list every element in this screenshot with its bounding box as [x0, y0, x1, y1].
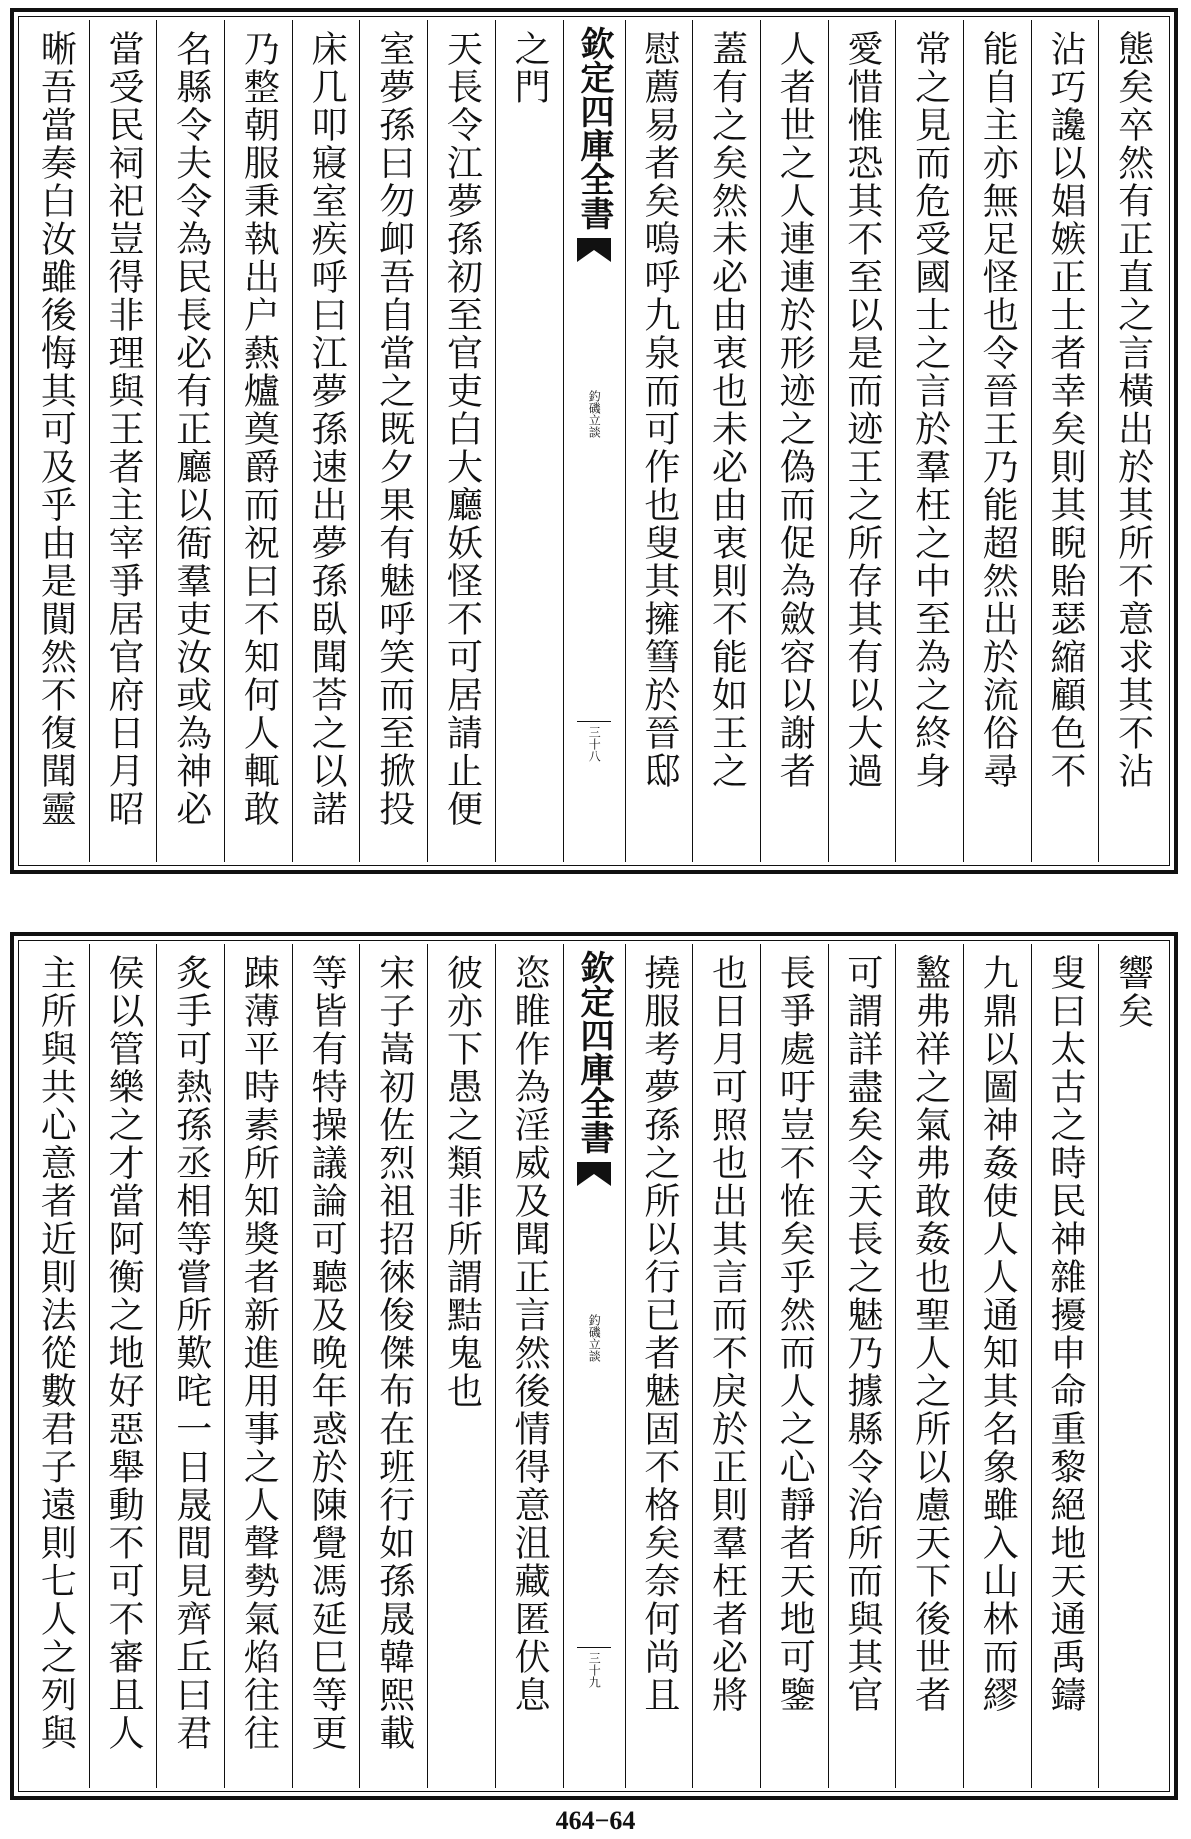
text-column: [828, 20, 896, 862]
column-text: 室夢孫曰勿卹吾自當之既夕果有魅呼笑而至掀投: [373, 30, 415, 828]
text-column: [89, 944, 157, 1788]
text-column: [22, 20, 89, 862]
text-column: [89, 20, 157, 862]
text-column: [359, 944, 427, 1788]
column-text: 彼亦下愚之類非所謂黠鬼也: [441, 954, 483, 1410]
column-text: 乃整朝服秉執出户爇爐奠爵而祝曰不知何人輒敢: [238, 30, 280, 828]
text-column: [692, 20, 760, 862]
page-panel-top: [10, 8, 1178, 874]
book-subtitle: 釣磯立談: [587, 1314, 602, 1362]
column-text: 愛惜惟恐其不至以是而迹王之所存其有以大過: [841, 30, 883, 790]
book-subtitle: 釣磯立談: [587, 390, 602, 438]
text-column: [963, 20, 1031, 862]
text-column: [625, 944, 693, 1788]
column-text: 恣睢作為淫威及聞正言然後情得意沮藏匿伏息: [509, 954, 551, 1714]
text-column: [427, 20, 495, 862]
column-text: 能自主亦無足怪也令晉王乃能超然出於流俗尋: [977, 30, 1019, 790]
text-column: [359, 20, 427, 862]
book-title: 欽定四庫全書: [574, 950, 614, 1154]
column-text: 態矣卒然有正直之言橫出於其所不意求其不沾: [1112, 30, 1154, 790]
column-text: 也日月可照也出其言而不戾於正則羣枉者必將: [706, 954, 748, 1714]
page-footer-number: 464−64: [555, 1806, 636, 1835]
text-column: [156, 944, 224, 1788]
center-fold: [563, 944, 625, 1788]
column-grid: [22, 20, 1166, 862]
center-fold: [563, 20, 625, 862]
column-text: 床几叩寢室疾呼曰江夢孫速出夢孫臥聞荅之以諾: [306, 30, 348, 828]
column-text: 響矣: [1112, 954, 1154, 1030]
column-text: 沾巧讒以娼嫉正士者幸矣則其睨貽瑟縮顧色不: [1044, 30, 1086, 790]
fishtail-icon: [577, 238, 611, 262]
text-column: [625, 20, 693, 862]
text-column: [224, 20, 292, 862]
column-text: 蓋有之矣然未必由衷也未必由衷則不能如王之: [706, 30, 748, 790]
text-column: [224, 944, 292, 1788]
column-text: 慰薦易者矣嗚呼九泉而可作也叟其擁篲於晉邸: [638, 30, 680, 790]
text-column: [1098, 20, 1166, 862]
text-column: [1098, 944, 1166, 1788]
text-column: [760, 944, 828, 1788]
column-text: 踈薄平時素所知奬者新進用事之人聲勢氣焰往往: [238, 954, 280, 1752]
text-column: [495, 20, 563, 862]
column-text: 長爭處吁豈不恠矣乎然而人之心靜者天地可鑒: [774, 954, 816, 1714]
column-text: 叟曰太古之時民神雜擾申命重黎絕地天通禹鑄: [1044, 954, 1086, 1714]
column-text: 宋子嵩初佐烈祖招徠俊傑布在班行如孫晟韓熙載: [373, 954, 415, 1752]
column-text: 當受民祠祀豈得非理與王者主宰爭居官府日月昭: [103, 30, 145, 828]
page-number: 三十八: [587, 726, 602, 762]
text-column: [895, 20, 963, 862]
text-column: [1031, 944, 1099, 1788]
text-column: [828, 944, 896, 1788]
fold-rule: [577, 1647, 611, 1662]
column-text: 人者世之人連連於形迹之偽而促為斂容以謝者: [774, 30, 816, 790]
column-text: 主所與共心意者近則法從數君子遠則七人之列與: [35, 954, 77, 1752]
column-text: 等皆有特操議論可聽及晚年惑於陳覺馮延巳等更: [306, 954, 348, 1752]
text-column: [292, 20, 360, 862]
text-column: [292, 944, 360, 1788]
column-grid: [22, 944, 1166, 1788]
column-text: 之門: [509, 30, 551, 106]
column-text: 撓服考夢孫之所以行已者魅固不格矣奈何尚且: [638, 954, 680, 1714]
column-text: 可謂詳盡矣令天長之魅乃據縣令治所而與其官: [841, 954, 883, 1714]
column-text: 九鼎以圖神姦使人人通知其名象雖入山林而繆: [977, 954, 1019, 1714]
fold-rule: [577, 721, 611, 736]
column-text: 晰吾當奏白汝雖後悔其可及乎由是閴然不復聞靈: [35, 30, 77, 828]
column-text: 名縣令夫令為民長必有正廳以衙羣吏汝或為神必: [170, 30, 212, 828]
text-column: [22, 944, 89, 1788]
text-column: [495, 944, 563, 1788]
column-text: 炙手可熱孫丞相等嘗所歎咤一日晟間見齊丘曰君: [170, 954, 212, 1752]
text-column: [692, 944, 760, 1788]
page-panel-bottom: [10, 932, 1178, 1800]
text-column: [963, 944, 1031, 1788]
text-column: [895, 944, 963, 1788]
page-number: 三十九: [587, 1652, 602, 1688]
book-title: 欽定四庫全書: [574, 26, 614, 230]
text-column: [156, 20, 224, 862]
text-column: [1031, 20, 1099, 862]
fishtail-icon: [577, 1162, 611, 1186]
column-text: 盭弗祥之氣弗敢姦也聖人之所以慮天下後世者: [909, 954, 951, 1714]
column-text: 侯以管樂之才當阿衡之地好惡舉動不可不審且人: [103, 954, 145, 1752]
text-column: [427, 944, 495, 1788]
column-text: 天長令江夢孫初至官吏白大廳妖怪不可居請止便: [441, 30, 483, 828]
column-text: 常之見而危受國士之言於羣枉之中至為之終身: [909, 30, 951, 790]
text-column: [760, 20, 828, 862]
